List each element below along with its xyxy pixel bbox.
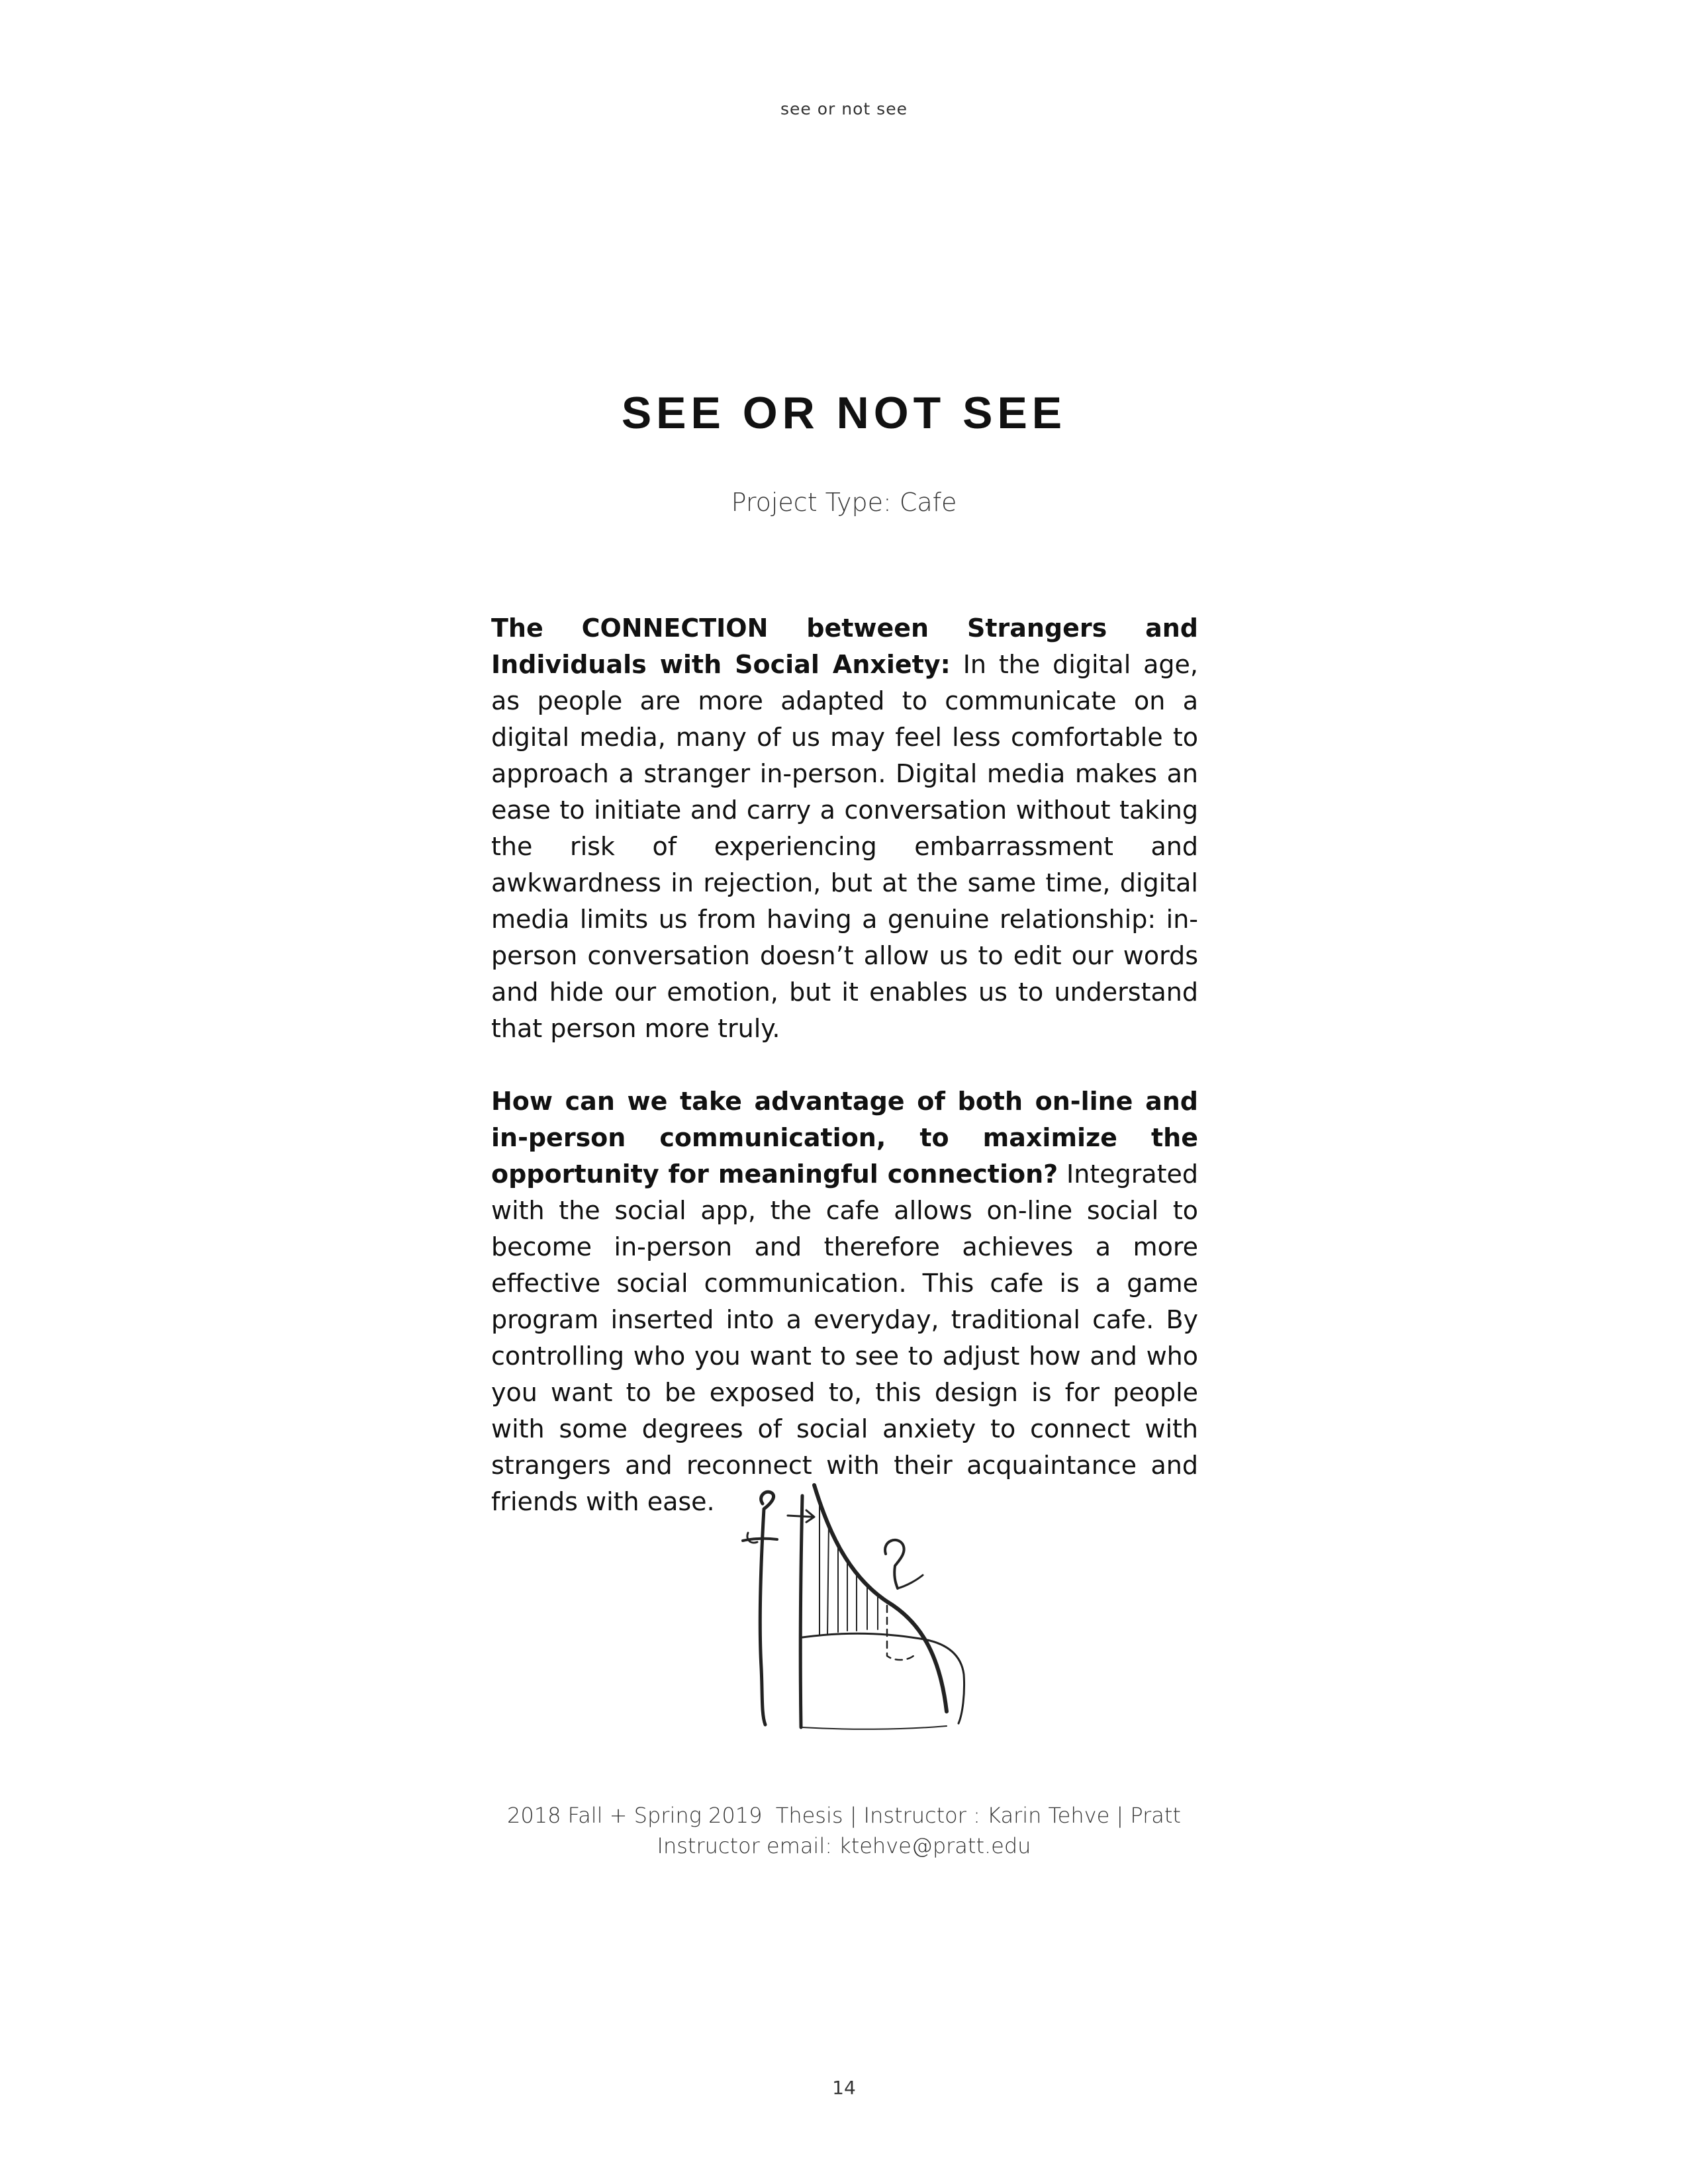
sketch-post: [800, 1496, 802, 1727]
page-title: SEE OR NOT SEE: [621, 388, 1067, 438]
footer-course-info: 2018 Fall + Spring 2019 Thesis | Instructor : Karin Tehve | Pratt: [507, 1803, 1181, 1828]
paragraph-lead: The CONNECTION between Strangers and Individuals with Social Anxiety:: [491, 614, 1198, 679]
sketch-figure-arm: [898, 1575, 923, 1588]
paragraph-lead: How can we take advantage of both on-line and in-person communication, to maximize the opportunity for meaningful connection?: [491, 1087, 1198, 1189]
sketch-dashed-figure: [887, 1606, 914, 1660]
paragraph-connection: [491, 610, 1198, 1047]
sketch-figure-head: [885, 1540, 904, 1588]
sketch-pole: [760, 1492, 773, 1725]
project-type-subtitle: Project Type: Cafe: [731, 488, 957, 517]
sketch-hatch: [820, 1502, 878, 1635]
footer-instructor-email: Instructor email: ktehve@pratt.edu: [657, 1833, 1031, 1858]
page-number: 14: [832, 2077, 856, 2099]
cafe-sketch-illustration: [728, 1476, 980, 1741]
paragraph-question: [491, 1083, 1198, 1520]
paragraph-text: In the digital age, as people are more adapted to communicate on a digital media, many of us may feel less comfortable to approach a stranger in-person. Digital media makes an ease to initiate and carry a conversation without taking the risk of experiencing embarrassment and awkwardness in rejection, but at the same time, digital media limits us from having a genuine relationship: in-person conversation doesn’t allow us to edit our words and hide our emotion, but it enables us to understand that person more truly.: [491, 650, 1199, 1043]
footer: [0, 1800, 1688, 1861]
sketch-curve: [814, 1485, 947, 1711]
sketch-base-bottom: [802, 1726, 947, 1729]
paragraph-text: Integrated with the social app, the cafe allows on-line social to become in-person and therefore achieves a more effective social communication. This cafe is a game program inserted into a everyday, traditional cafe. By controlling who you want to see to adjust how and who you want to be exposed to, this design is for people with some degrees of social anxiety to connect with strangers and reconnect with their acquaintance and friends with ease.: [491, 1160, 1198, 1516]
body-text: [491, 610, 1198, 1520]
running-header: see or not see: [780, 99, 908, 118]
